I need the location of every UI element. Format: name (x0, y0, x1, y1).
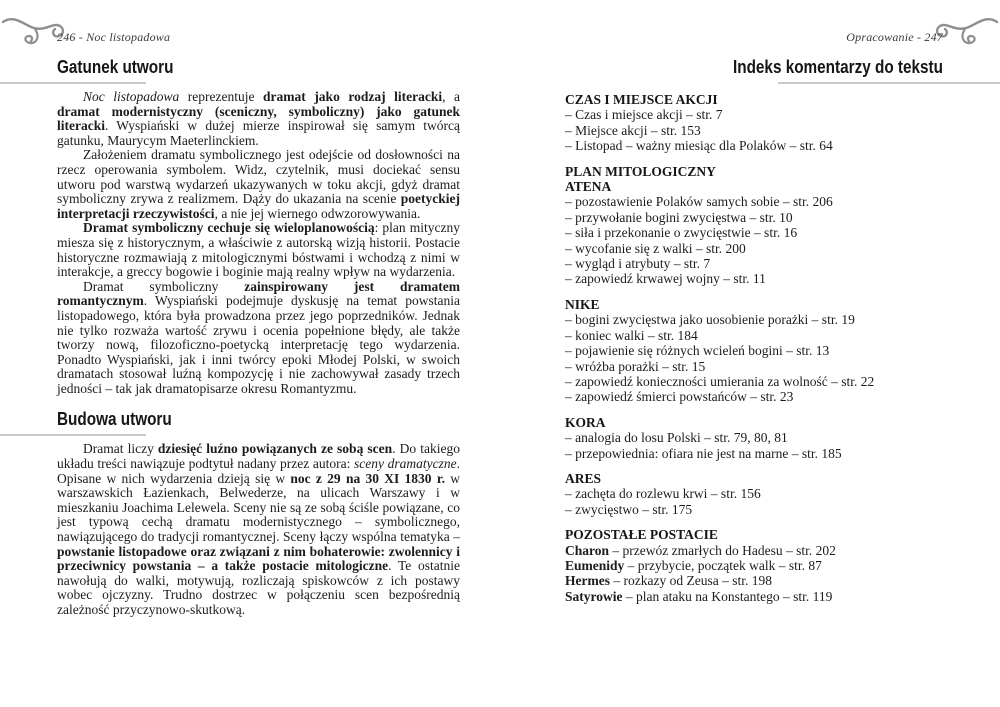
section (57, 409, 460, 617)
index-group (565, 415, 943, 461)
text-run: Dramat liczy (83, 441, 158, 457)
text-run: , a (442, 89, 460, 104)
text-run: sceny dramatyczne (354, 456, 457, 472)
index-group (565, 164, 943, 287)
text-run: . Te ostatnie nawołują do walki, motywują, rozliczają spiskowców z ich postawy wobec ojczyzny. Trudno dostrzec w połączeniu scen bezpośrednią zależność przyczynowo-skutkową. (57, 558, 460, 617)
index-entry: – zapowiedź konieczności umierania za wolność – str. 22 (565, 373, 875, 389)
index-entry-name: Hermes (565, 573, 610, 589)
text-run: . Wyspiański w dużej mierze inspirował się samym twórcą gatunku, Maurycym Maeterlinckiem. (57, 118, 460, 148)
text-run: poetyckiej interpretacji rzeczywistości (57, 191, 460, 221)
running-head-right: Opracowanie - 247 (846, 30, 943, 44)
text-run: Noc listopadowa (83, 89, 180, 104)
flourish-stroke (963, 29, 975, 43)
index-entry: – wycofanie się z walki – str. 200 (565, 240, 746, 256)
index-entry: – pozostawienie Polaków samych sobie – str. 206 (565, 194, 833, 210)
index-entry: – zachęta do rozlewu krwi – str. 156 (565, 486, 761, 502)
index-title: Indeks komentarzy do tekstu (732, 57, 943, 77)
text-run: Założeniem dramatu symbolicznego jest odejście od dosłowności na rzecz operowania symbolem. Widz, czytelnik, musi dociekać sensu utworu pod warstwą wydarzeń ukazywanych w toku akcji, gdyż dramat symboliczny zrywa z realizmem. Dąży do ukazania na scenie (57, 147, 460, 207)
section (57, 57, 460, 396)
text-run: zainspirowany jest dramatem romantycznym (57, 278, 460, 309)
text-run: . Opisane w nich wydarzenia dzieją się w (57, 456, 460, 486)
index-group-heading: CZAS I MIEJSCE AKCJI (565, 92, 718, 107)
index-group (565, 92, 943, 154)
index-entry: Hermes – rozkazy od Zeusa – str. 198 (565, 573, 772, 589)
index-group (565, 527, 943, 604)
index-entry: – zapowiedź śmierci powstańców – str. 23 (565, 389, 794, 405)
text-run: reprezentuje (179, 89, 264, 104)
text-run: . Wyspiański podejmuje dyskusję na temat powstania listopadowego, która była prowadzona przez jego poprzedników. Jednak nie tylko rozważa wartość zrywu i ocenia popełnione błędy, ale także tworzy nową, filozoficzno-poetycką interpretację tego wydarzenia. Ponadto Wyspiański, jak i inni twórcy epoki Młodej Polski, w swoich dramatach stosował luźną kompozycję i nie zachowywał zasady trzech jedności – tak jak dramatopisarze okresu Romantyzmu. (57, 293, 460, 396)
index-entry: – analogia do losu Polski – str. 79, 80, 81 (565, 430, 788, 446)
index-entry: – zapowiedź krwawej wojny – str. 11 (565, 271, 766, 287)
index-entry: – koniec walki – str. 184 (565, 327, 698, 343)
text-run: noc z 29 na 30 XI 1830 r. (290, 470, 445, 486)
index-entry: Eumenidy – przybycie, początek walk – str. 87 (565, 557, 822, 573)
text-run: . Do takiego układu treści nawiązuje podtytuł nadany przez autora: (57, 441, 460, 472)
paragraph (57, 90, 460, 148)
text-run: powstanie listopadowe oraz związani z nim bohaterowie: zwolennicy i przeciwnicy powstania – a także postacie mitologiczne (57, 543, 460, 574)
index-entry-name: Eumenidy (565, 557, 625, 573)
section-title-rule (0, 434, 146, 436)
text-run: dramat jako rodzaj literacki (263, 89, 443, 104)
index-entry: – wygląd i atrybuty – str. 7 (565, 256, 711, 272)
index-group-heading: NIKE (565, 296, 600, 312)
text-run: : plan mityczny miesza się z historycznym, a właściwie z autorską wizją historii. Postacie historyczne rozmawiają z mitologicznymi bóstwami i wchodzą z nimi w interakcje, a greccy bogowie i boginie mają realny wpływ na wydarzenia. (57, 220, 461, 280)
index-entry: – pojawienie się różnych wcieleń bogini – str. 13 (565, 343, 830, 359)
index-entry-name: Charon (565, 542, 610, 558)
index-group-heading: KORA (565, 414, 606, 430)
index-group-heading: ARES (565, 470, 602, 486)
index-entry: – przepowiednia: ofiara nie jest na marne – str. 185 (565, 445, 842, 461)
section-title: Budowa utworu (57, 409, 172, 430)
index-entry: – Miejsce akcji – str. 153 (565, 122, 701, 138)
paragraph (57, 280, 460, 397)
index-entry: Satyrowie – plan ataku na Konstantego – str. 119 (565, 588, 833, 604)
text-run: w warszawskich Łazienkach, Belwederze, na ulicach Warszawy i w mieszkaniu Joachima Lelewela. Sceny nie są ze sobą ściśle powiązane, co jest typową cechą dramatu modernistycznego – symbolicznego, nawiązującego do tradycji romantycznej. Sceny łączy wspólna tematyka – (57, 470, 460, 545)
text-run: Dramat symboliczny (83, 278, 245, 294)
left-page-body (57, 57, 460, 618)
flourish-stroke (937, 19, 997, 36)
running-head-left: 246 - Noc listopadowa (57, 30, 171, 44)
paragraph (57, 221, 460, 279)
index-entry: – zwycięstwo – str. 175 (565, 501, 693, 517)
index-group (565, 471, 943, 517)
text-run: dramat modernistyczny (sceniczny, symboliczny) jako gatunek literacki (57, 103, 460, 134)
index-group (565, 297, 943, 405)
flourish-stroke (25, 29, 37, 43)
index-title-rule (778, 82, 1000, 84)
index-group-heading: PLAN MITOLOGICZNY (565, 163, 716, 179)
index-entry: – Listopad – ważny miesiąc dla Polaków – str. 64 (565, 138, 833, 154)
paragraph (57, 442, 460, 617)
index-entry: – bogini zwycięstwa jako uosobienie porażki – str. 19 (565, 312, 855, 328)
index-entry-name: Satyrowie (565, 588, 623, 604)
left-page (57, 30, 460, 618)
text-run: dziesięć luźno powiązanych ze sobą scen (157, 441, 393, 457)
index-group-heading: POZOSTAŁE POSTACIE (565, 527, 718, 543)
right-page (565, 30, 943, 604)
index-entry: – siła i przekonanie o zwycięstwie – str. 16 (565, 225, 798, 241)
index-body (565, 92, 943, 604)
index-entry: – wróżba porażki – str. 15 (565, 358, 706, 374)
index-entry: Charon – przewóz zmarłych do Hadesu – str. 202 (565, 542, 836, 558)
paragraph (57, 148, 460, 221)
index-group-heading: ATENA (565, 179, 612, 195)
section-title: Gatunek utworu (57, 57, 174, 77)
section-title-rule (0, 82, 146, 84)
text-run: Dramat symboliczny cechuje się wieloplanowością (83, 220, 375, 236)
text-run: , a nie jej wiernego odwzorowywania. (214, 205, 421, 221)
flourish-stroke (3, 19, 63, 36)
index-entry: – przywołanie bogini zwycięstwa – str. 10 (565, 209, 793, 225)
index-entry: – Czas i miejsce akcji – str. 7 (565, 107, 723, 123)
